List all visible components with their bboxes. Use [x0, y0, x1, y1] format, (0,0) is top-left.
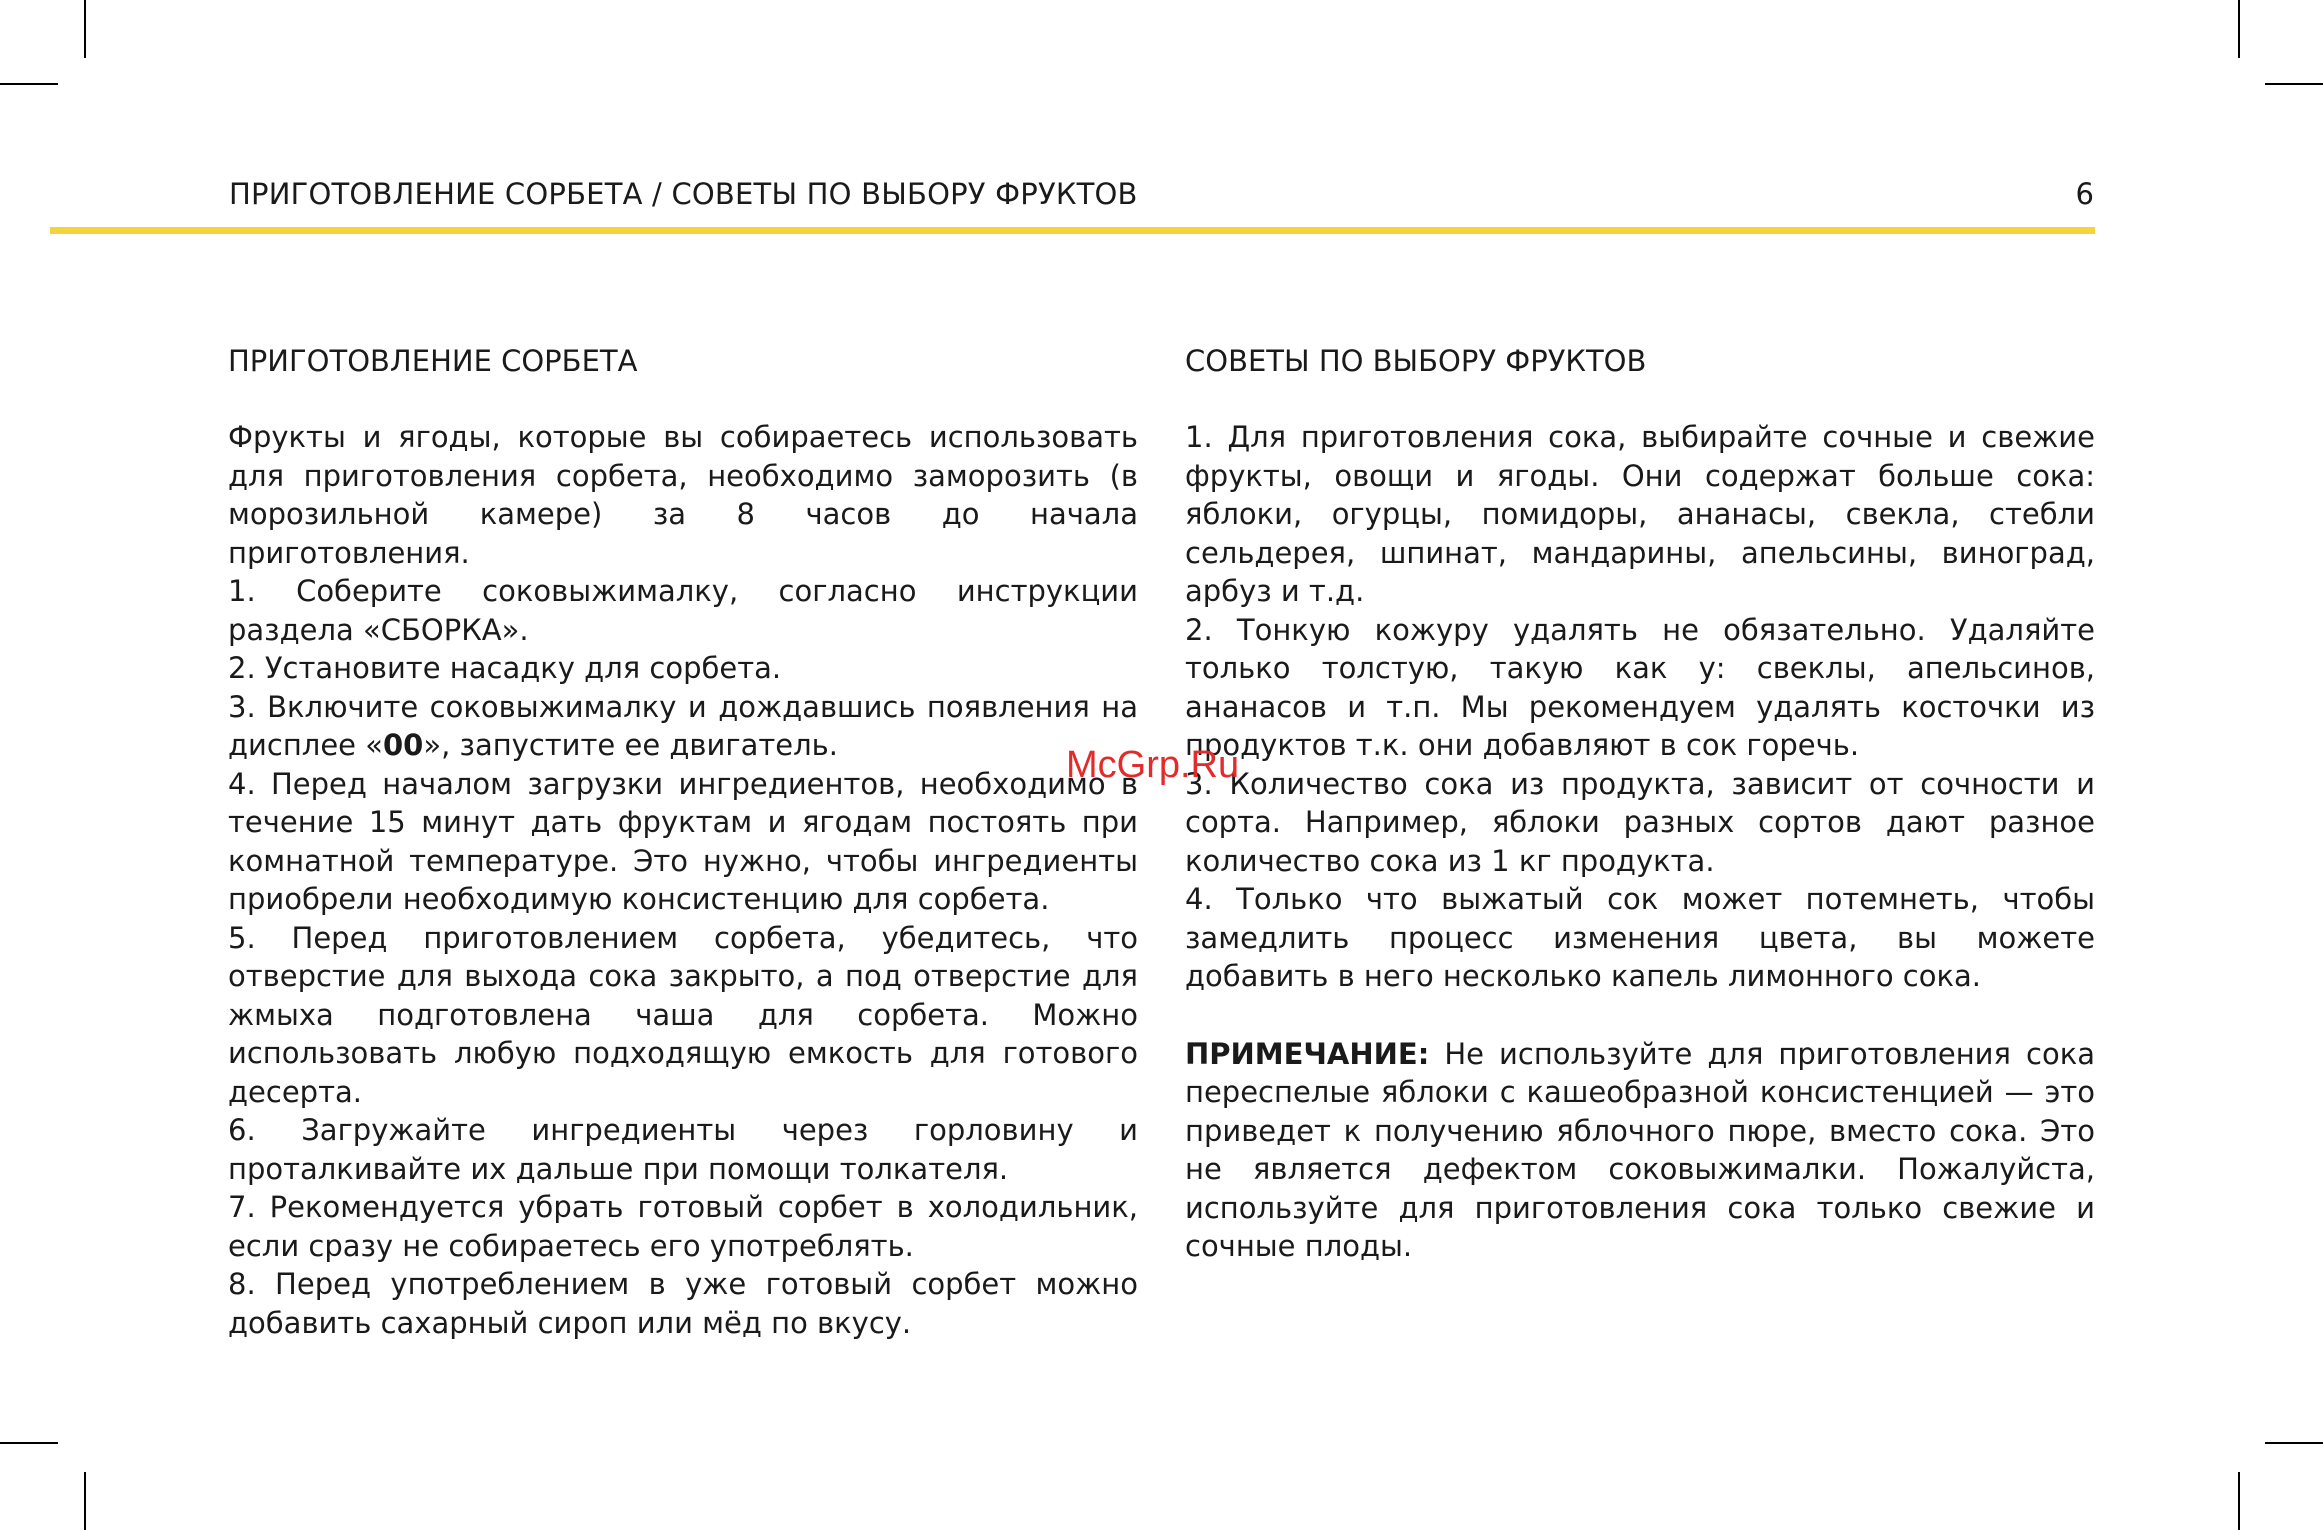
crop-mark: [2265, 83, 2323, 85]
crop-mark: [2238, 1472, 2240, 1530]
step-item: 2. Установите насадку для сорбета.: [228, 651, 782, 685]
note-text: Не используйте для приготовления сока переспелые яблоки с кашеобразной консистенцией — это приведет к получению яблочного пюре, вместо сока. Это не является дефектом соковыжималки. Пожалуйста, используйте для приготовления сока только свежие и сочные плоды.: [1185, 1036, 2095, 1263]
header-divider: [50, 227, 2095, 234]
note-label: ПРИМЕЧАНИЕ:: [1185, 1036, 1430, 1071]
step-text: », запустите ее двигатель.: [423, 728, 838, 762]
step-item: [228, 688, 1138, 765]
step-item: 8. Перед употреблением в уже готовый сорбет можно добавить сахарный сироп или мёд по вкусу.: [228, 1267, 1138, 1340]
section-heading: СОВЕТЫ ПО ВЫБОРУ ФРУКТОВ: [1185, 344, 1647, 378]
section-heading: ПРИГОТОВЛЕНИЕ СОРБЕТА: [228, 344, 638, 378]
tip-item: 3. Количество сока из продукта, зависит от сочности и сорта. Например, яблоки разных сортов дают разное количество сока из 1 кг продукта.: [1185, 766, 2095, 878]
intro-paragraph: Фрукты и ягоды, которые вы собираетесь использовать для приготовления сорбета, необходимо заморозить (в морозильной камере) за 8 часов до начала приготовления.: [228, 420, 1138, 570]
crop-mark: [2265, 1442, 2323, 1444]
tip-item: 4. Только что выжатый сок может потемнеть, чтобы замедлить процесс изменения цвета, вы можете добавить в него несколько капель лимонного сока.: [1185, 882, 2095, 993]
tip-item: 2. Тонкую кожуру удалять не обязательно. Удаляйте только толстую, такую как у: свеклы, апельсинов, ананасов и т.п. Мы рекомендуем удалять косточки из продуктов т.к. они добавляют в сок горечь.: [1185, 612, 2095, 762]
crop-mark: [84, 0, 86, 58]
step-item: 4. Перед началом загрузки ингредиентов, необходимо в течение 15 минут дать фруктам и ягодам постоять при комнатной температуре. Это нужно, чтобы ингредиенты приобрели необходимую консистенцию для сорбета.: [228, 766, 1138, 916]
page-title: ПРИГОТОВЛЕНИЕ СОРБЕТА / СОВЕТЫ ПО ВЫБОРУ ФРУКТОВ: [229, 177, 1138, 211]
crop-mark: [0, 1442, 58, 1444]
step-item: 7. Рекомендуется убрать готовый сорбет в холодильник, если сразу не собираетесь его употреблять.: [228, 1190, 1138, 1263]
crop-mark: [2238, 0, 2240, 58]
display-code: 00: [382, 728, 424, 762]
tip-item: 1. Для приготовления сока, выбирайте сочные и свежие фрукты, овощи и ягоды. Они содержат больше сока: яблоки, огурцы, помидоры, ананасы, свекла, стебли сельдерея, шпинат, мандарины, апельсины, виноград, арбуз и т.д.: [1185, 420, 2095, 608]
sorbet-section: [228, 340, 1138, 1342]
step-item: 6. Загружайте ингредиенты через горловину и проталкивайте их дальше при помощи толкателя.: [228, 1113, 1138, 1186]
watermark: McGrp.Ru: [1066, 744, 1240, 786]
step-item: 1. Соберите соковыжималку, согласно инструкции раздела «СБОРКА».: [228, 574, 1138, 647]
step-item: 5. Перед приготовлением сорбета, убедитесь, что отверстие для выхода сока закрыто, а под отверстие для жмыха подготовлена чаша для сорбета. Можно использовать любую подходящую емкость для готового десерта.: [228, 920, 1138, 1109]
crop-mark: [0, 83, 58, 85]
note-paragraph: [1185, 1035, 2095, 1266]
page-number: 6: [2075, 177, 2094, 211]
step-text: 3. Включите соковыжималку и дождавшись появления на дисплее «: [228, 689, 1138, 762]
crop-mark: [84, 1472, 86, 1530]
fruit-tips-section: [1185, 340, 2095, 1266]
